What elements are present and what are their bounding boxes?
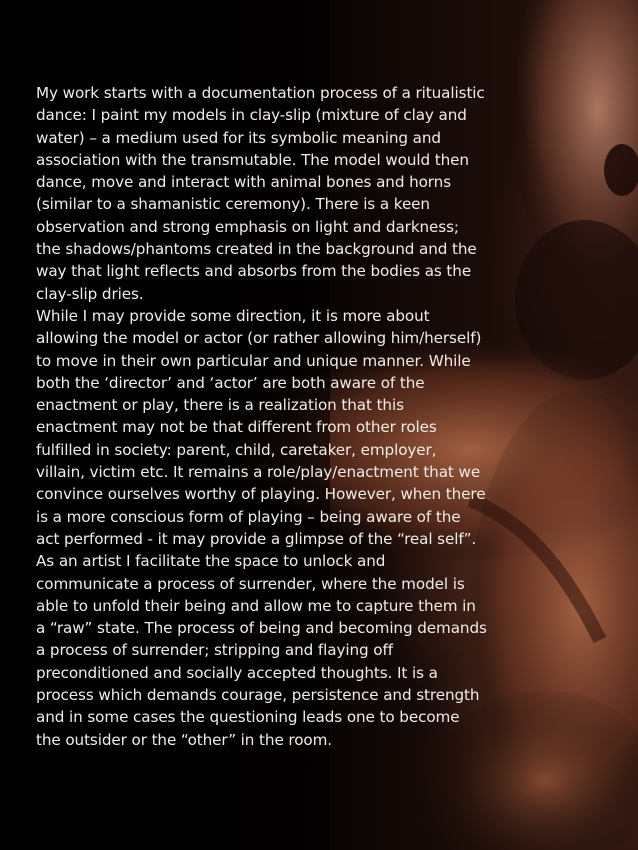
artist-statement-text [36, 82, 488, 751]
paragraph-process-of-surrender: As an artist I facilitate the space to unlock and communicate a process of surrender, where the model is able to unfold their being and allow me to capture them in a “raw” state. The process of being and becoming demands a process of surrender; stripping and flaying off preconditioned and socially accepted thoughts. It is a process which demands courage, persistence and strength and in some cases the questioning leads one to become the outsider or the “other” in the room. [36, 552, 487, 749]
paragraph-documentation-process: My work starts with a documentation process of a ritualistic dance: I paint my models in clay-slip (mixture of clay and water) – a medium used for its symbolic meaning and association with the transmutable. The model would then dance, move and interact with animal bones and horns (similar to a shamanistic ceremony). There is a keen observation and strong emphasis on light and darkness; the shadows/phantoms created in the background and the way that light reflects and absorbs from the bodies as the clay-slip dries. [36, 84, 485, 303]
paragraph-direction-and-enactment: While I may provide some direction, it is more about allowing the model or actor (or rather allowing him/herself) to move in their own particular and unique manner. While both the ‘director’ and ‘actor’ are both aware of the enactment or play, there is a realization that this enactment may not be that different from other roles fulfilled in society: parent, child, caretaker, employer, villain, victim etc. It remains a role/play/enactment that we convince ourselves worthy of playing. However, when there is a more conscious form of playing – being aware of the act performed - it may provide a glimpse of the “real self”. [36, 306, 486, 548]
